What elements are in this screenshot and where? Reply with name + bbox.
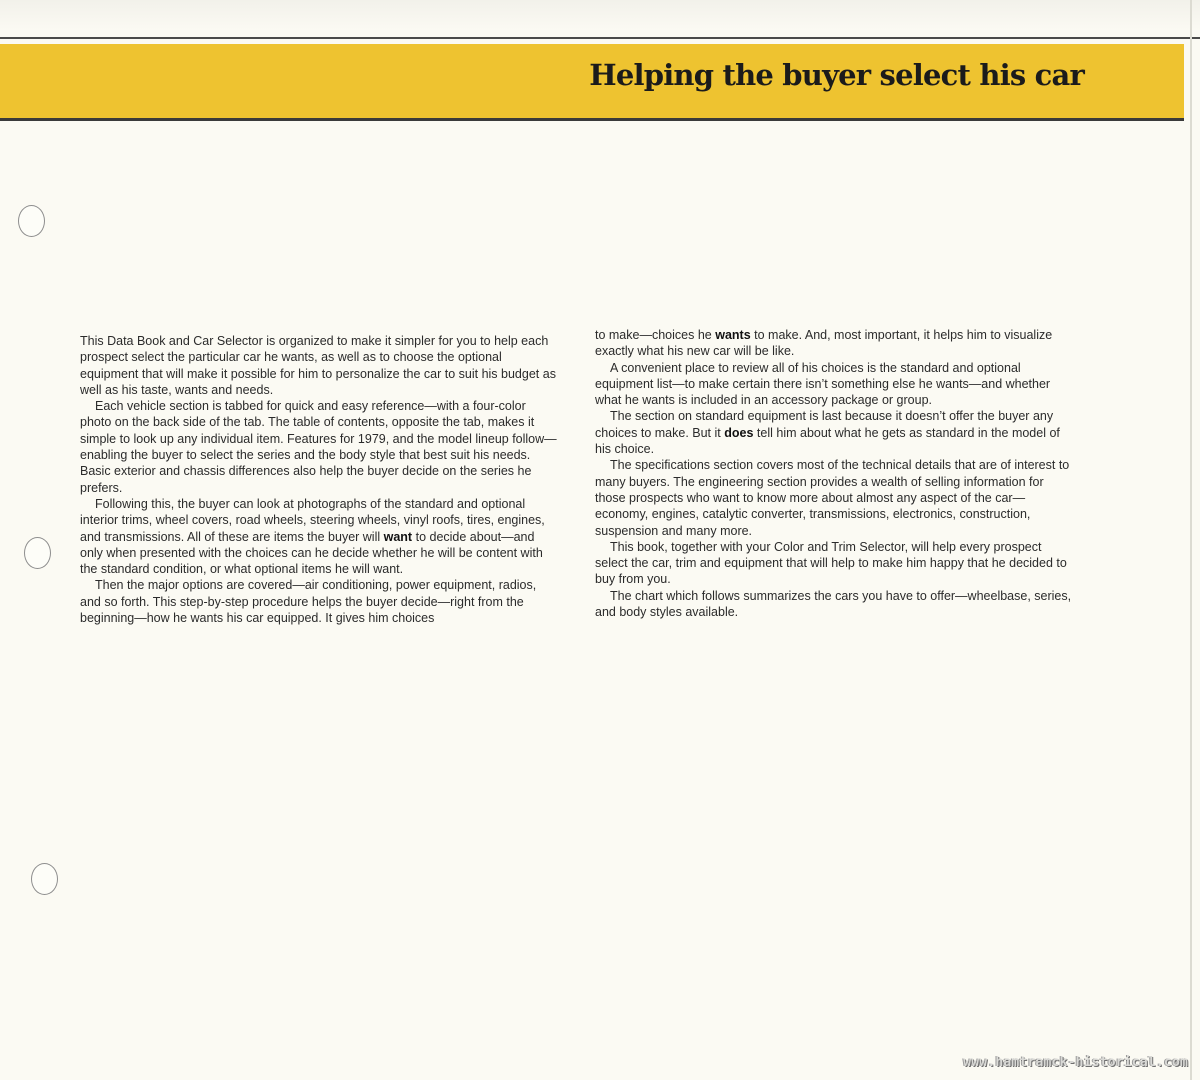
paragraph-following-this <box>80 496 560 577</box>
text-run: Following this, the buyer can look at photographs of the standard and optional interior trims, wheel covers, road wheels, steering wheels, vinyl roofs, tires, engines, and transmissions. All of these are items the buyer will <box>80 496 545 544</box>
paragraph-color-trim-selector: This book, together with your Color and Trim Selector, will help every prospect select the car, trim and equipment that will help to make him happy that he decided to buy from you. <box>595 539 1067 587</box>
text-run: to make—choices he <box>595 328 712 342</box>
page-top-shade <box>0 0 1200 30</box>
paragraph-specifications: The specifications section covers most of the technical details that are of interest to many buyers. The engineering section provides a wealth of selling information for those prospects who want to know more about almost any aspect of the car—economy, engines, catalytic converter, transmissions, electronics, construction, suspension and many more. <box>595 458 1070 538</box>
paragraph-chart-summary: The chart which follows summarizes the cars you have to offer—wheelbase, series, and body styles available. <box>595 588 1072 620</box>
paragraph-choices <box>595 327 1073 360</box>
text-run: to decide about—and only when presented with the choices can he decide whether he will be content with the standard condition, or what optional items he will want. <box>80 529 543 577</box>
binder-hole-middle <box>24 537 51 569</box>
paragraph-standard-equipment <box>595 408 1073 457</box>
paragraph-major-options: Then the major options are covered—air conditioning, power equipment, radios, and so forth. This step-by-step procedure helps the buyer decide—right from the beginning—how he wants his car equipped. It gives him choices <box>80 578 537 626</box>
paragraph-equipment-list: A convenient place to review all of his choices is the standard and optional equipment list—to make certain there isn’t something else he wants—and whether what he wants is included in an accessory package or group. <box>595 360 1051 408</box>
right-text-column <box>595 327 1073 620</box>
page-title: Helping the buyer select his car <box>589 58 1084 92</box>
page-edge-line <box>1190 0 1192 1080</box>
emphasis-wants: wants <box>715 328 751 342</box>
binder-hole-bottom <box>31 863 58 895</box>
binder-hole-top <box>18 205 45 237</box>
text-run: to make. And, most important, it helps him to visualize exactly what his new car will be like. <box>595 328 1053 359</box>
site-watermark: www.hamtramck-historical.com <box>963 1055 1188 1070</box>
emphasis-want: want <box>383 529 413 544</box>
top-rule <box>0 37 1200 39</box>
left-text-column <box>80 333 560 626</box>
text-run: The section on standard equipment is last because it doesn’t offer the buyer any choices to make. But it <box>595 409 1054 440</box>
text-run: tell him about what he gets as standard in the model of his choice. <box>595 425 1060 457</box>
paragraph-vehicle-section: Each vehicle section is tabbed for quick and easy reference—with a four-color photo on the back side of the tab. The table of contents, opposite the tab, makes it simple to look up any individual item. Features for 1979, and the model lineup follow—enabling the buyer to select the series and the body style that best suit his needs. Basic exterior and chassis differences also help the buyer decide on the series he prefers. <box>80 399 557 495</box>
emphasis-does: does <box>724 425 754 440</box>
header-banner <box>0 44 1184 121</box>
paragraph-intro: This Data Book and Car Selector is organized to make it simpler for you to help each prospect select the particular car he wants, as well as to choose the optional equipment that will make it possible for him to personalize the car to suit his budget as well as his taste, wants and needs. <box>80 334 556 397</box>
